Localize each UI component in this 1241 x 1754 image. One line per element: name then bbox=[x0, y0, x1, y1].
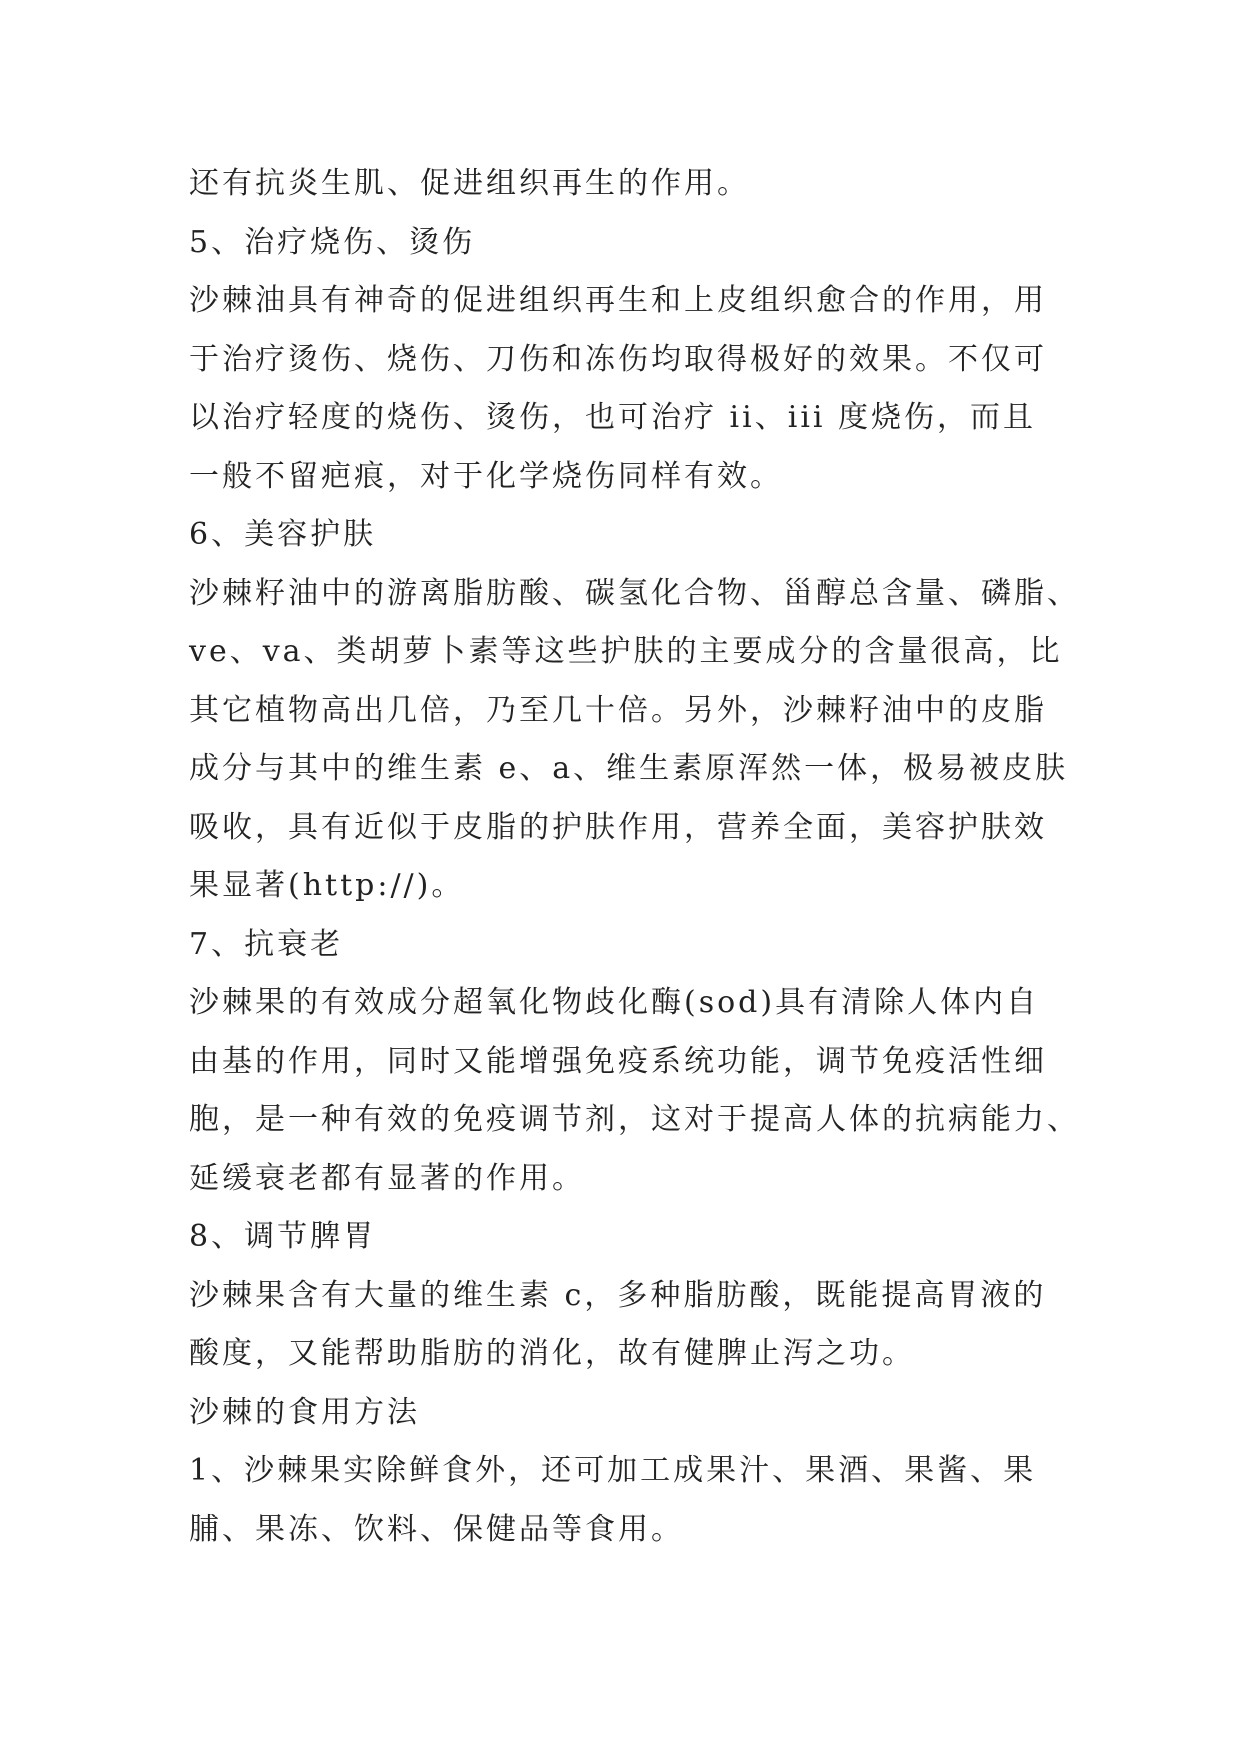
paragraph-line: 1、沙棘果实除鲜食外，还可加工成果汁、果酒、果酱、果 bbox=[189, 1453, 1037, 1488]
paragraph-line: 于治疗烫伤、烧伤、刀伤和冻伤均取得极好的效果。不仅可 bbox=[189, 341, 1047, 377]
paragraph-line: ve、va、类胡萝卜素等这些护肤的主要成分的含量很高，比 bbox=[189, 634, 1063, 669]
section-heading-digestion: 8、调节脾胃 bbox=[189, 1219, 377, 1254]
paragraph-line: 沙棘果的有效成分超氧化物歧化酶(sod)具有清除人体内自 bbox=[189, 985, 1040, 1020]
paragraph-line: 吸收，具有近似于皮脂的护肤作用，营养全面，美容护肤效 bbox=[189, 809, 1047, 845]
paragraph-line: 果显著(http://)。 bbox=[189, 868, 465, 903]
paragraph-line: 延缓衰老都有显著的作用。 bbox=[189, 1160, 585, 1196]
paragraph-line: 沙棘籽油中的游离脂肪酸、碳氢化合物、甾醇总含量、磷脂、 bbox=[189, 575, 1080, 611]
paragraph-line: 一般不留疤痕，对于化学烧伤同样有效。 bbox=[189, 458, 783, 494]
paragraph-line: 由基的作用，同时又能增强免疫系统功能，调节免疫活性细 bbox=[189, 1043, 1047, 1079]
paragraph-line: 胞，是一种有效的免疫调节剂，这对于提高人体的抗病能力、 bbox=[189, 1102, 1080, 1137]
paragraph-line: 脯、果冻、饮料、保健品等食用。 bbox=[189, 1511, 684, 1547]
section-heading-skin-care: 6、美容护肤 bbox=[189, 517, 377, 552]
paragraph-line: 还有抗炎生肌、促进组织再生的作用。 bbox=[189, 166, 750, 201]
section-heading-anti-aging: 7、抗衰老 bbox=[189, 926, 344, 962]
paragraph-line: 沙棘果含有大量的维生素 c，多种脂肪酸，既能提高胃液的 bbox=[189, 1277, 1047, 1313]
paragraph-line: 成分与其中的维生素 e、a、维生素原浑然一体，极易被皮肤 bbox=[189, 751, 1069, 786]
section-heading-burn-treatment: 5、治疗烧伤、烫伤 bbox=[189, 224, 476, 260]
paragraph-line: 沙棘油具有神奇的促进组织再生和上皮组织愈合的作用，用 bbox=[189, 283, 1047, 318]
document-body bbox=[189, 155, 1080, 1559]
paragraph-line: 其它植物高出几倍，乃至几十倍。另外，沙棘籽油中的皮脂 bbox=[189, 692, 1047, 728]
section-heading-usage-methods: 沙棘的食用方法 bbox=[189, 1394, 420, 1430]
paragraph-line: 酸度，又能帮助脂肪的消化，故有健脾止泻之功。 bbox=[189, 1336, 915, 1371]
paragraph-line: 以治疗轻度的烧伤、烫伤，也可治疗 ii、iii 度烧伤，而且 bbox=[189, 400, 1037, 435]
